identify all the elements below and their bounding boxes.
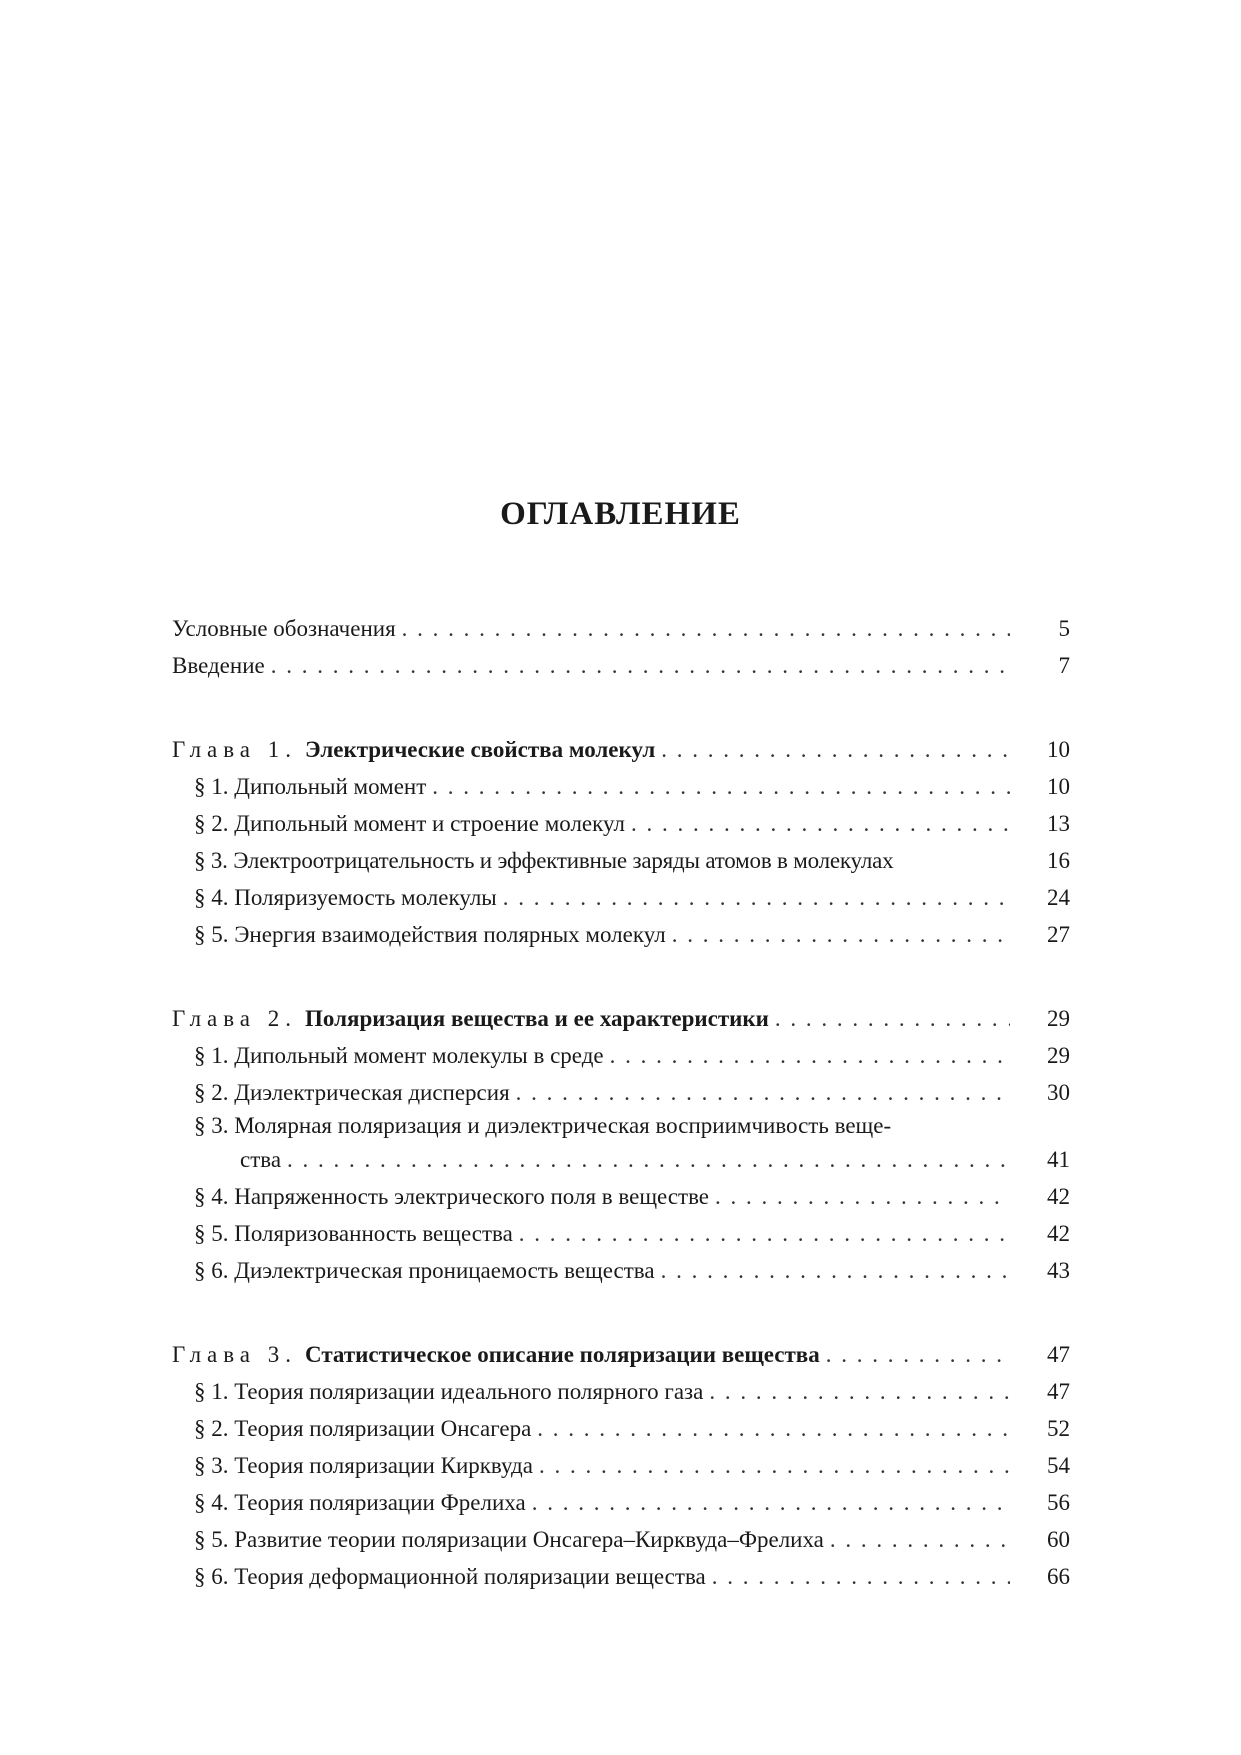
dot-leader	[826, 1336, 1010, 1373]
page-number: 5	[1058, 616, 1070, 641]
toc-section[interactable]	[172, 1074, 1070, 1111]
section-title: § 3. Электроотрицательность и эффективные заряды атомов в молекулах	[194, 848, 894, 873]
section-title: § 6. Теория деформационной поляризации вещества	[194, 1564, 706, 1589]
dot-leader	[539, 1447, 1010, 1484]
section-title: § 6. Диэлектрическая проницаемость вещества	[194, 1258, 655, 1283]
toc-section[interactable]	[172, 1252, 1070, 1289]
dot-leader	[271, 647, 1010, 684]
dot-leader	[432, 768, 1010, 805]
section-title: § 2. Теория поляризации Онсагера	[194, 1416, 532, 1441]
section-title-line2: ства	[240, 1147, 282, 1172]
toc-section[interactable]	[172, 805, 1070, 842]
toc-section[interactable]	[172, 1178, 1070, 1215]
chapter-title: Поляризация вещества и ее характеристики	[305, 1006, 769, 1031]
toc-entry-front[interactable]	[172, 610, 1070, 647]
page-number: 60	[1047, 1527, 1070, 1552]
toc-section[interactable]	[172, 1037, 1070, 1074]
section-title: § 3. Теория поляризации Кирквуда	[194, 1453, 533, 1478]
section-title: § 4. Напряженность электрического поля в веществе	[194, 1184, 710, 1209]
section-title: § 5. Энергия взаимодействия полярных молекул	[194, 922, 666, 947]
dot-leader	[775, 1000, 1010, 1037]
chapter-title: Статистическое описание поляризации вещества	[305, 1342, 820, 1367]
toc-section[interactable]	[172, 768, 1070, 805]
toc-section[interactable]	[172, 1215, 1070, 1252]
chapter-heading	[172, 1000, 775, 1037]
section-title: § 5. Развитие теории поляризации Онсагера–Кирквуда–Фрелиха	[194, 1527, 824, 1552]
page-number: 16	[1047, 848, 1070, 873]
dot-leader	[672, 916, 1010, 953]
dot-leader	[402, 610, 1010, 647]
page-number: 47	[1047, 1342, 1070, 1367]
toc-section[interactable]	[172, 1484, 1070, 1521]
table-of-contents	[172, 610, 1070, 1595]
dot-leader	[537, 1410, 1010, 1447]
toc-entry-title: Условные обозначения	[172, 616, 396, 641]
section-title: § 1. Дипольный момент молекулы в среде	[194, 1043, 604, 1068]
chapter-title: Электрические свойства молекул	[305, 737, 656, 762]
chapter-heading	[172, 1336, 826, 1373]
toc-chapter[interactable]	[172, 731, 1070, 768]
dot-leader	[709, 1373, 1010, 1410]
page-number: 41	[1047, 1147, 1070, 1172]
page-number: 66	[1047, 1564, 1070, 1589]
section-title: § 2. Диэлектрическая дисперсия	[194, 1080, 510, 1105]
dot-leader	[631, 805, 1010, 842]
dot-leader	[516, 1074, 1010, 1111]
dot-leader	[281, 1141, 1010, 1178]
dot-leader	[519, 1215, 1010, 1252]
chapter-label: Глава 1.	[172, 737, 298, 762]
page-number: 54	[1047, 1453, 1070, 1478]
chapter-label: Глава 3.	[172, 1342, 298, 1367]
toc-chapter[interactable]	[172, 1000, 1070, 1037]
page-number: 13	[1047, 811, 1070, 836]
page-number: 10	[1047, 737, 1070, 762]
page-number: 27	[1047, 922, 1070, 947]
dot-leader	[715, 1178, 1010, 1215]
page-number: 7	[1058, 653, 1070, 678]
toc-section[interactable]	[172, 879, 1070, 916]
dot-leader	[661, 1252, 1010, 1289]
page-number: 29	[1047, 1043, 1070, 1068]
dot-leader	[712, 1558, 1010, 1595]
chapter-label: Глава 2.	[172, 1006, 298, 1031]
page-number: 42	[1047, 1221, 1070, 1246]
page-number: 30	[1047, 1080, 1070, 1105]
toc-section[interactable]	[172, 1410, 1070, 1447]
section-title: § 2. Дипольный момент и строение молекул	[194, 811, 625, 836]
toc-section[interactable]	[172, 1521, 1070, 1558]
page-number: 56	[1047, 1490, 1070, 1515]
toc-entry-title: Введение	[172, 653, 265, 678]
toc-section[interactable]	[172, 1447, 1070, 1484]
section-title-line1: § 3. Молярная поляризация и диэлектрическая восприимчивость веще-	[194, 1113, 892, 1138]
section-title: § 4. Поляризуемость молекулы	[194, 885, 497, 910]
toc-entry-front[interactable]	[172, 647, 1070, 684]
section-title: § 1. Дипольный момент	[194, 774, 427, 799]
section-title: § 4. Теория поляризации Фрелиха	[194, 1490, 526, 1515]
toc-section[interactable]	[172, 916, 1070, 953]
dot-leader	[830, 1521, 1010, 1558]
page-number: 42	[1047, 1184, 1070, 1209]
page-number: 43	[1047, 1258, 1070, 1283]
page-number: 47	[1047, 1379, 1070, 1404]
page-number: 52	[1047, 1416, 1070, 1441]
page-number: 24	[1047, 885, 1070, 910]
toc-chapter[interactable]	[172, 1336, 1070, 1373]
page-number: 29	[1047, 1006, 1070, 1031]
toc-section[interactable]	[172, 1558, 1070, 1595]
section-title: § 1. Теория поляризации идеального полярного газа	[194, 1379, 704, 1404]
toc-section[interactable]	[172, 1111, 1070, 1178]
dot-leader	[610, 1037, 1010, 1074]
page-title: ОГЛАВЛЕНИЕ	[500, 496, 741, 532]
section-title: § 5. Поляризованность вещества	[194, 1221, 513, 1246]
page-number: 10	[1047, 774, 1070, 799]
dot-leader	[661, 731, 1010, 768]
toc-section[interactable]	[172, 842, 1070, 879]
toc-section[interactable]	[172, 1373, 1070, 1410]
chapter-heading	[172, 731, 661, 768]
dot-leader	[532, 1484, 1010, 1521]
dot-leader	[503, 879, 1010, 916]
